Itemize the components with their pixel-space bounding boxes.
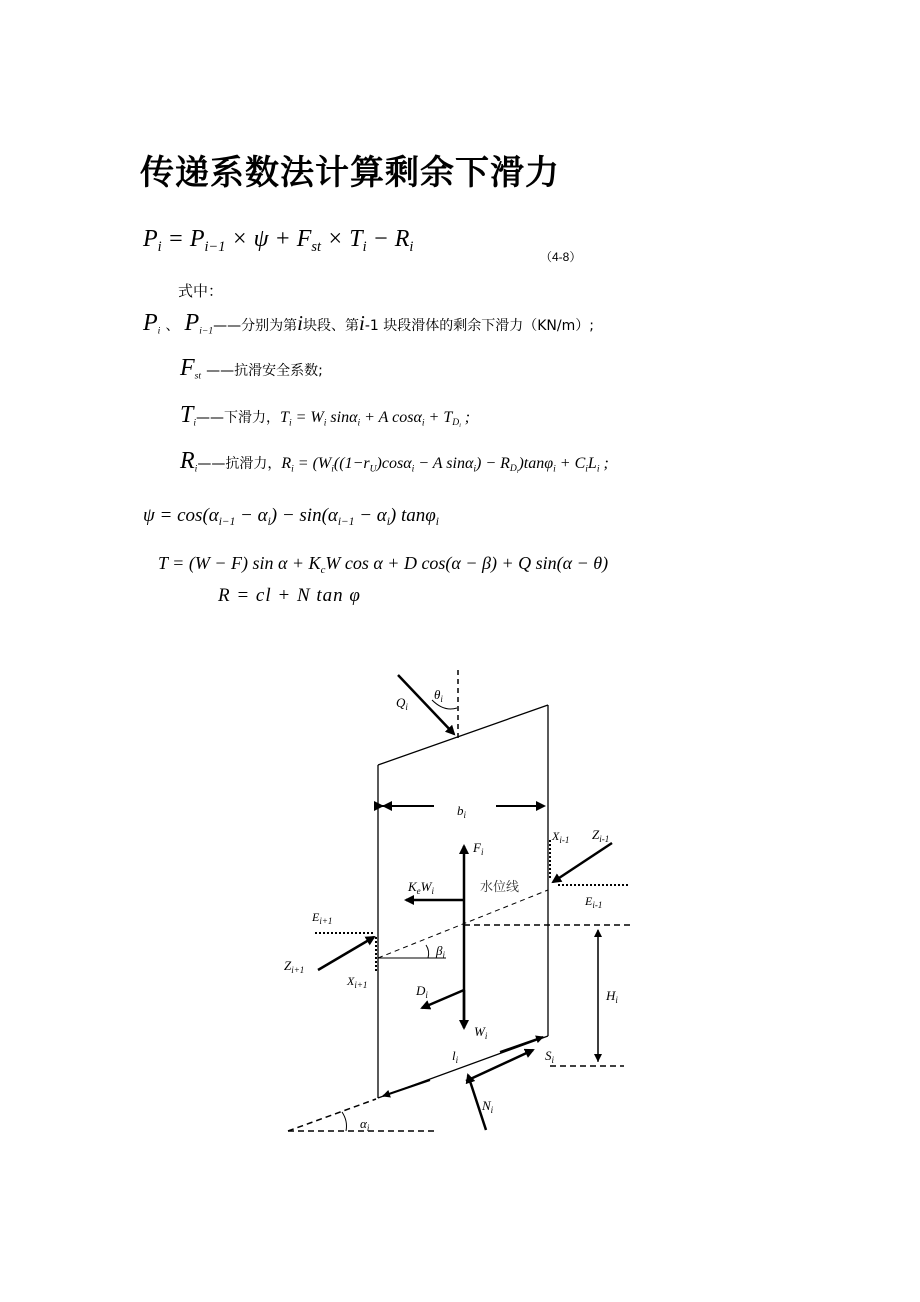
def-r: $R_i——$抗滑力，$R_i = (W_i((1-r_U)\cos\alpha_i - A$ $\sin\alpha_i) - R_{D_i})\tan\varphi_i + C_iL_i$ ; — [180, 448, 609, 476]
e-prev-label: $E_{i-1}$ — [585, 894, 603, 910]
d-force-arrow — [422, 990, 464, 1008]
x-prev-label: $X_{i-1}$ — [552, 829, 570, 845]
z-next-force-arrow — [318, 937, 374, 970]
def-t: $T_i——$下滑力，$T_i = W_i$ sinα$_i$ + A $\cos\alpha_i + T_{D_i}$ ; — [180, 402, 471, 430]
where-label: 式中： — [178, 282, 224, 300]
theta-label: $\theta_i$ — [434, 687, 443, 704]
w-label: $W_i$ — [474, 1024, 488, 1041]
h-label: $H_i$ — [606, 988, 618, 1005]
q-label: $Q_i$ — [396, 695, 408, 712]
s-label: $S_i$ — [545, 1048, 555, 1065]
l-dim-right — [500, 1037, 543, 1052]
z-next-label: $Z_{i+1}$ — [284, 958, 305, 975]
l-label: $l_i$ — [452, 1048, 459, 1065]
t-general-formula: T = (W − F) $\sin \alpha + K_cW$ cos α + D cos(α − β) + Q sin(α − θ) — [158, 553, 609, 576]
x-next-label: $X_{i+1}$ — [347, 974, 368, 990]
n-label: $N_i$ — [482, 1098, 494, 1115]
r-formula: $R_i = (W_i((1-r_U)\cos\alpha_i - A$ $\sin\alpha_i) - R_{D_i})\tan\varphi_i + C_iL_i$ ; — [281, 455, 609, 476]
t-formula: $T_i = W_i$ sinα$_i$ + A $\cos\alpha_i + T_{D_i}$ ; — [280, 409, 471, 430]
l-dim-left — [383, 1080, 430, 1096]
psi-formula: $\psi = \cos(\alpha_{i-1} - \alpha_i) - \sin(\alpha_{i-1} - \alpha_i)$ tanφ$_i$ — [143, 505, 439, 528]
e-next-label: $E_{i+1}$ — [312, 910, 333, 926]
z-prev-force-arrow — [553, 843, 612, 882]
def-p: $P_i$ 、 $P_{i-1}——$分别为第i块段、第i-1 块段滑体的剩余下滑力（KN/m）; — [143, 310, 594, 337]
z-prev-label: $Z_{i-1}$ — [592, 827, 610, 844]
equation-number: （4-8） — [540, 250, 582, 264]
alpha-label: $\alpha_i$ — [360, 1116, 370, 1133]
s-force-arrow — [466, 1050, 533, 1081]
b-label: $b_i$ — [457, 803, 467, 820]
d-label: $D_i$ — [416, 983, 428, 1000]
beta-label: $\beta_i$ — [436, 943, 445, 960]
equation-4-8: $P_i = P_{i-1} \times \psi + F_{st} \times T_i - R_i$ — [143, 226, 414, 256]
alpha-arc — [342, 1112, 347, 1131]
beta-arc — [426, 945, 429, 958]
def-f: $F_{st}$ ——抗滑安全系数; — [180, 355, 323, 382]
kw-label: $K_eW_i$ — [408, 879, 435, 896]
f-label: $F_i$ — [473, 840, 484, 857]
page-title: 传递系数法计算剩余下滑力 — [140, 153, 560, 193]
r-general-formula: R = cl + N tan φ — [218, 585, 361, 606]
water-line-label: 水位线 — [480, 879, 520, 894]
